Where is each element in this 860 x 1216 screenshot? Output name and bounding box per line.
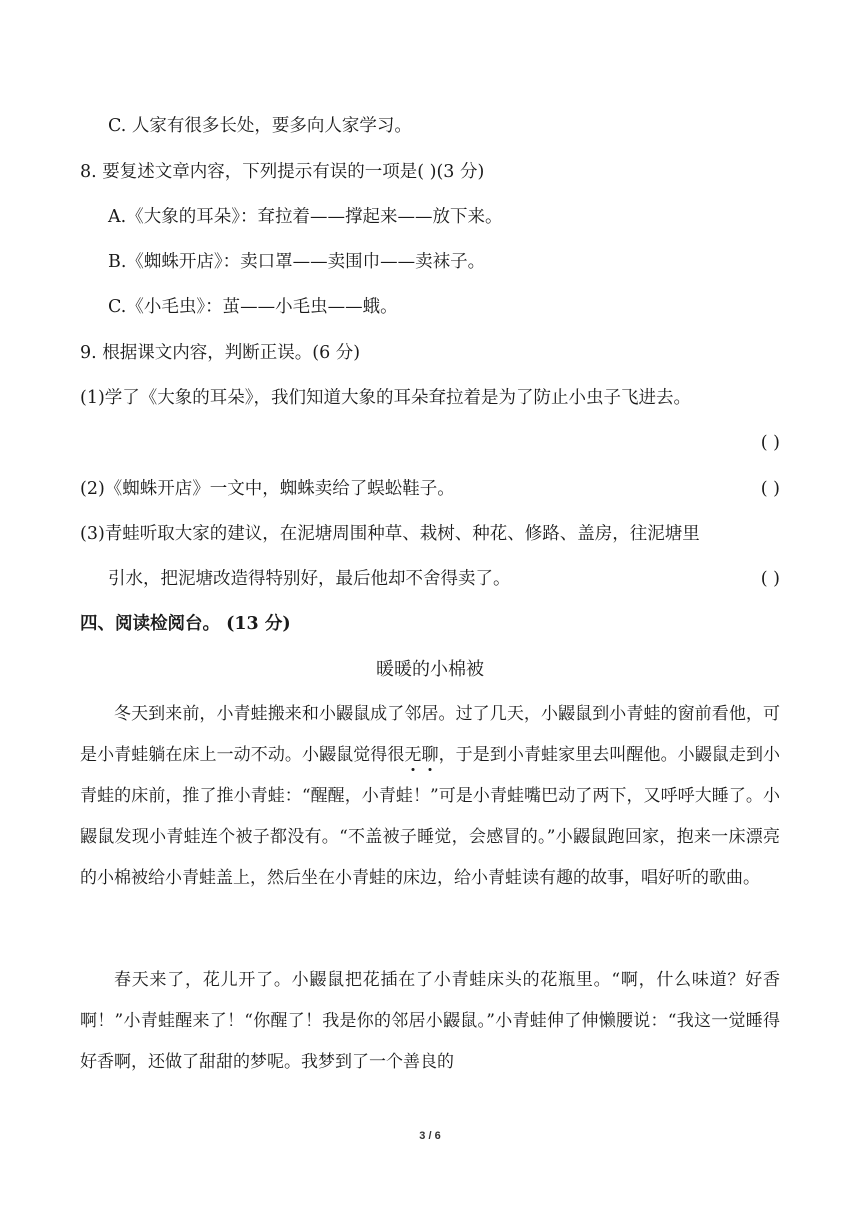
q9-stem: 9. 根据课文内容，判断正误。(6 分) bbox=[80, 343, 361, 363]
emphasized-word bbox=[404, 745, 438, 765]
story-paragraph-1-part-a: 冬天到来前，小青蛙搬来和小鼹鼠成了邻居。过了几天，小鼹鼠到小青蛙的窗前看他，可是小青蛙躺在床上一动不动。小鼹鼠觉得很 bbox=[80, 704, 780, 765]
q9-item-3-text: 引水，把泥塘改造得特别好，最后他却不舍得卖了。 bbox=[108, 569, 511, 589]
emphasis-dot-char-2: 聊 bbox=[421, 745, 439, 765]
q9-item-2 bbox=[80, 476, 780, 502]
q9-item-2-text: (2)《蜘蛛开店》一文中，蜘蛛卖给了蜈蚣鞋子。 bbox=[80, 479, 455, 499]
q9-item-3-line-1: (3)青蛙听取大家的建议，在泥塘周围种草、栽树、种花、修路、盖房，往泥塘里 bbox=[80, 524, 700, 544]
q8-stem: 8. 要复述文章内容，下列提示有误的一项是( )(3 分) bbox=[80, 162, 485, 182]
q9-item-3-line-2 bbox=[80, 566, 780, 592]
story-title: 暖暖的小棉被 bbox=[376, 659, 484, 680]
story-paragraph-1-part-b: ，于是到小青蛙家里去叫醒他。小鼹鼠走到小青蛙的床前，推了推小青蛙：“醒醒，小青蛙！”可是小青蛙嘴巴动了两下，又呼呼大睡了。小鼹鼠发现小青蛙连个被子都没有。“不盖被子睡觉，会感冒的。”小鼹鼠跑回家，抱来一床漂亮的小棉被给小青蛙盖上，然后坐在小青蛙的床边，给小青蛙读有趣的故事，唱好听的歌曲。 bbox=[80, 745, 781, 888]
q9-item-1: (1)学了《大象的耳朵》，我们知道大象的耳朵耷拉着是为了防止小虫子飞进去。 bbox=[80, 388, 692, 408]
page-number: 3 / 6 bbox=[419, 1130, 441, 1142]
story-paragraph-2: 春天来了，花儿开了。小鼹鼠把花插在了小青蛙床头的花瓶里。“啊，什么味道？好香啊！”小青蛙醒来了！“你醒了！我是你的邻居小鼹鼠。”小青蛙伸了伸懒腰说：“我这一觉睡得好香啊，还做了甜甜的梦呢。我梦到了一个善良的 bbox=[80, 970, 780, 1072]
q7-option-c: C. 人家有很多长处，要多向人家学习。 bbox=[108, 116, 412, 136]
q8-option-a: A.《大象的耳朵》：耷拉着——撑起来——放下来。 bbox=[108, 207, 503, 227]
story-paragraph-1 bbox=[80, 694, 780, 899]
emphasis-dot-char-1: 无 bbox=[404, 745, 422, 765]
q8-option-c: C.《小毛虫》：茧——小毛虫——蛾。 bbox=[108, 297, 398, 317]
q9-item-3-answer-blank: ( ) bbox=[760, 569, 780, 589]
q9-item-1-answer-blank: ( ) bbox=[760, 433, 780, 453]
q8-option-b: B.《蜘蛛开店》：卖口罩——卖围巾——卖袜子。 bbox=[108, 252, 486, 272]
section-4-heading: 四、阅读检阅台。 (13 分) bbox=[80, 614, 291, 634]
q9-item-2-answer-blank: ( ) bbox=[760, 479, 780, 499]
